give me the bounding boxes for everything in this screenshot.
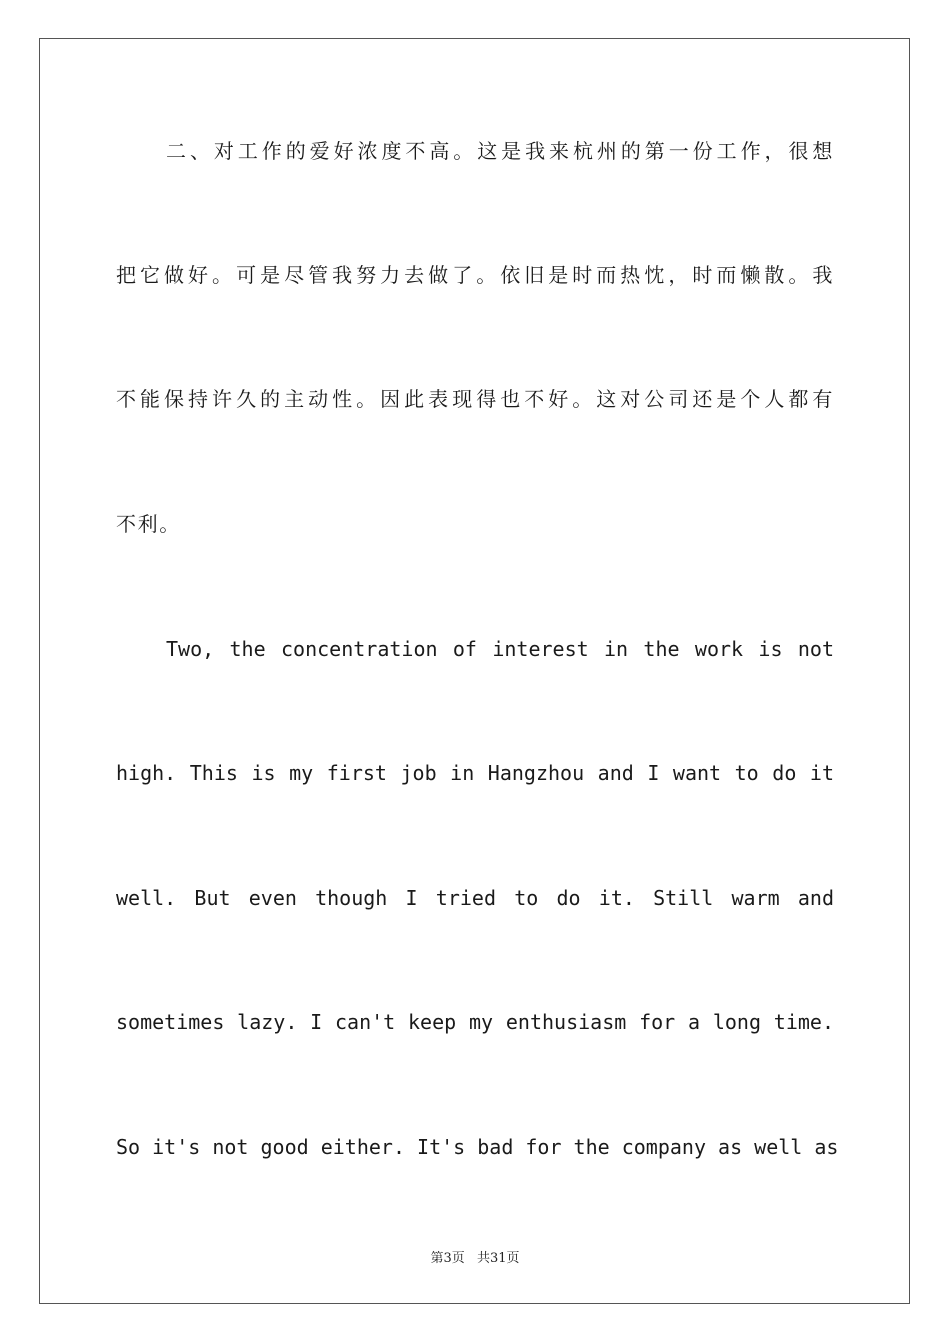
- page-total: 共31页: [476, 1251, 520, 1266]
- chinese-line-2: 把它做好。可是尽管我努力去做了。依旧是时而热忱，时而懒散。我: [116, 263, 834, 287]
- chinese-line-4: 不利。: [116, 512, 181, 536]
- english-line-4: sometimes lazy. I can't keep my enthusiasm for a long time.: [116, 1010, 834, 1034]
- page-number: 第3页: [430, 1251, 465, 1266]
- page-footer: [0, 1247, 950, 1266]
- chinese-line-1: 二、对工作的爱好浓度不高。这是我来杭州的第一份工作，很想: [166, 139, 834, 163]
- chinese-line-3: 不能保持许久的主动性。因此表现得也不好。这对公司还是个人都有: [116, 387, 834, 411]
- english-line-3: well. But even though I tried to do it. Still warm and: [116, 886, 834, 910]
- english-line-5: So it's not good either. It's bad for the company as well as: [116, 1135, 839, 1159]
- english-line-2: high. This is my first job in Hangzhou and I want to do it: [116, 761, 834, 785]
- page-border: [39, 38, 910, 1304]
- english-line-1: Two, the concentration of interest in the work is not: [166, 637, 834, 661]
